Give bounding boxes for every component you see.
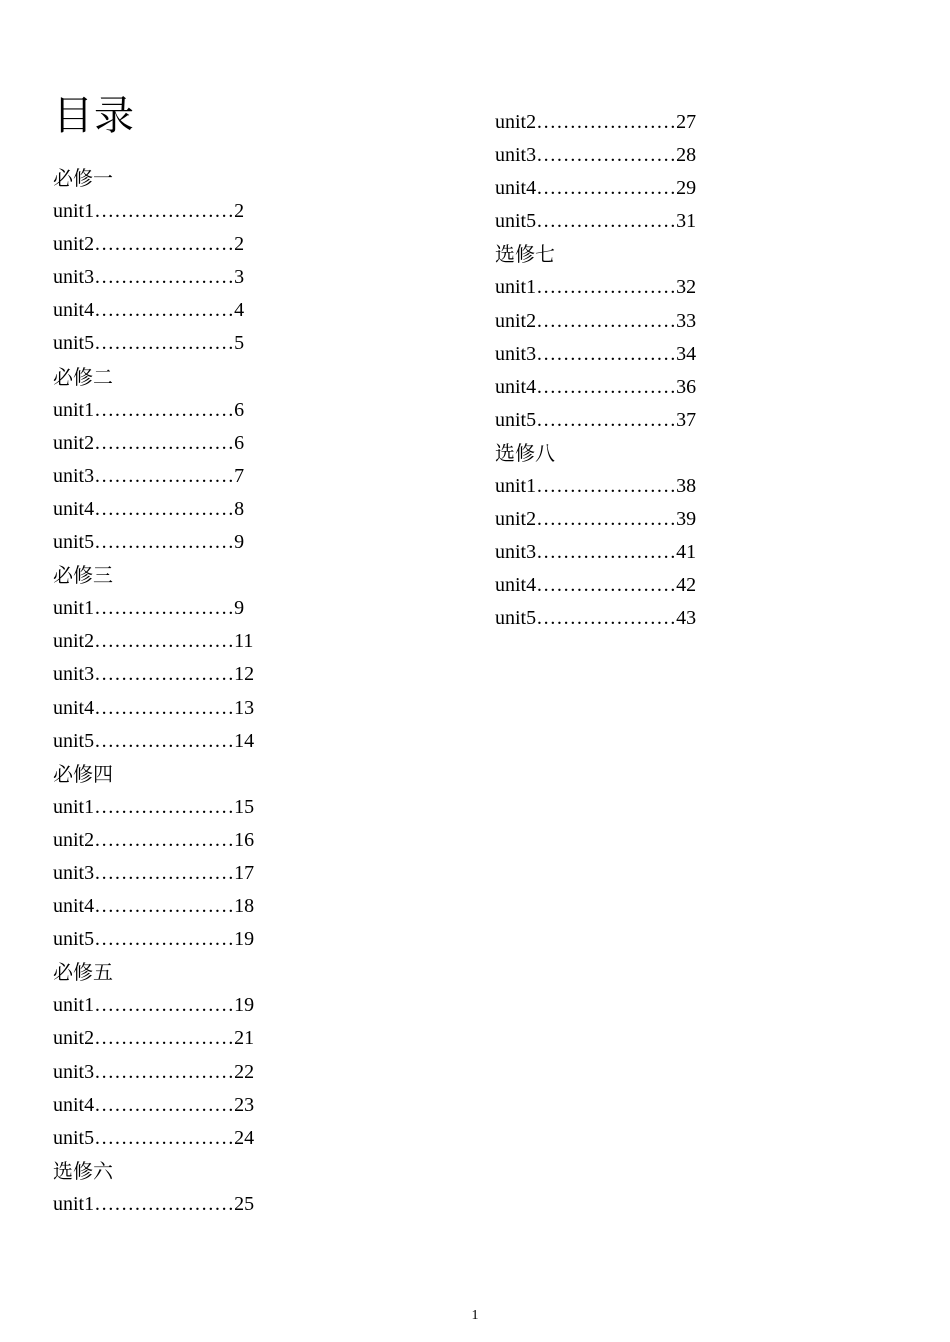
- toc-entry-label: unit4: [495, 375, 537, 398]
- toc-entry-page: 37: [676, 408, 697, 431]
- toc-section-heading: 必修二: [53, 364, 113, 389]
- toc-entry-label: unit3: [53, 266, 95, 289]
- toc-entry[interactable]: [53, 625, 383, 658]
- toc-entry-page: 28: [676, 144, 697, 167]
- toc-entry-label: unit2: [53, 233, 95, 256]
- toc-leader-dots: …………………: [94, 266, 235, 289]
- toc-entry-page: 21: [234, 1027, 255, 1050]
- toc-leader-dots: …………………: [536, 408, 677, 431]
- toc-entry[interactable]: [53, 592, 383, 625]
- toc-entry[interactable]: [53, 989, 383, 1022]
- toc-entry-label: unit2: [53, 1027, 95, 1050]
- toc-entry-page: 43: [676, 607, 697, 630]
- toc-entry-label: unit4: [53, 299, 95, 322]
- toc-leader-dots: …………………: [536, 541, 677, 564]
- toc-entry[interactable]: [495, 205, 825, 238]
- toc-leader-dots: …………………: [94, 398, 235, 421]
- toc-entry-page: 12: [234, 663, 255, 686]
- toc-entry-page: 22: [234, 1060, 255, 1083]
- toc-entry-label: unit4: [495, 177, 537, 200]
- page-title: 目录: [53, 93, 135, 139]
- toc-entry-page: 5: [234, 332, 245, 355]
- toc-column-left: [53, 162, 383, 1221]
- toc-entry-page: 6: [234, 398, 245, 421]
- toc-entry-page: 33: [676, 309, 697, 332]
- toc-entry-page: 27: [676, 111, 697, 133]
- toc-entry-page: 41: [676, 541, 697, 564]
- toc-entry[interactable]: [53, 294, 383, 327]
- toc-entry-page: 14: [234, 729, 255, 752]
- toc-entry[interactable]: [53, 857, 383, 890]
- toc-entry[interactable]: [495, 172, 825, 205]
- toc-leader-dots: …………………: [94, 861, 235, 884]
- toc-leader-dots: …………………: [94, 663, 235, 686]
- toc-entry[interactable]: [495, 404, 825, 437]
- toc-section-heading: 必修三: [53, 563, 113, 588]
- toc-entry[interactable]: [495, 536, 825, 569]
- toc-entry[interactable]: [53, 923, 383, 956]
- toc-entry-label: unit5: [53, 531, 95, 554]
- toc-leader-dots: …………………: [94, 1060, 235, 1083]
- toc-entry-label: unit1: [53, 597, 95, 620]
- toc-section-heading: 选修七: [495, 242, 555, 267]
- toc-leader-dots: …………………: [94, 299, 235, 322]
- toc-entry[interactable]: [53, 261, 383, 294]
- toc-leader-dots: …………………: [94, 464, 235, 487]
- toc-entry-page: 6: [234, 431, 245, 454]
- toc-leader-dots: …………………: [94, 332, 235, 355]
- toc-entry[interactable]: [53, 394, 383, 427]
- toc-entry-page: 17: [234, 861, 255, 884]
- toc-entry-page: 34: [676, 342, 697, 365]
- toc-entry[interactable]: [53, 327, 383, 360]
- toc-entry[interactable]: [495, 569, 825, 602]
- toc-entry-page: 15: [234, 795, 255, 818]
- toc-entry-page: 9: [234, 597, 245, 620]
- toc-leader-dots: …………………: [536, 276, 677, 299]
- toc-entry-label: unit4: [53, 895, 95, 918]
- toc-entry-label: unit2: [53, 630, 95, 653]
- toc-entry-label: unit5: [53, 928, 95, 951]
- toc-entry[interactable]: [495, 271, 825, 304]
- toc-leader-dots: …………………: [94, 828, 235, 851]
- toc-leader-dots: …………………: [94, 1126, 235, 1149]
- toc-leader-dots: …………………: [94, 597, 235, 620]
- toc-entry[interactable]: [53, 824, 383, 857]
- toc-entry-label: unit5: [495, 607, 537, 630]
- toc-section-heading: 选修八: [495, 440, 555, 465]
- toc-entry-page: 13: [234, 696, 255, 719]
- toc-leader-dots: …………………: [94, 1093, 235, 1116]
- toc-leader-dots: …………………: [536, 309, 677, 332]
- toc-entry-page: 16: [234, 828, 255, 851]
- toc-entry[interactable]: [495, 106, 825, 139]
- toc-entry[interactable]: [495, 470, 825, 503]
- toc-entry-label: unit3: [495, 342, 537, 365]
- toc-leader-dots: …………………: [536, 375, 677, 398]
- toc-leader-dots: …………………: [94, 928, 235, 951]
- toc-entry-page: 36: [676, 375, 697, 398]
- toc-entry-label: unit4: [53, 497, 95, 520]
- toc-entry[interactable]: [53, 195, 383, 228]
- toc-entry[interactable]: [53, 1188, 383, 1221]
- toc-column-right: [495, 106, 825, 636]
- toc-leader-dots: …………………: [536, 475, 677, 498]
- toc-entry-label: unit5: [495, 210, 537, 233]
- toc-entry-label: unit1: [495, 475, 537, 498]
- toc-leader-dots: …………………: [94, 729, 235, 752]
- toc-entry-label: unit1: [495, 276, 537, 299]
- toc-entry-label: unit4: [53, 696, 95, 719]
- toc-entry-label: unit2: [53, 828, 95, 851]
- toc-entry-label: unit1: [53, 200, 95, 223]
- toc-entry[interactable]: [495, 305, 825, 338]
- toc-entry[interactable]: [53, 1056, 383, 1089]
- toc-entry-label: unit2: [495, 111, 537, 133]
- toc-entry-page: 32: [676, 276, 697, 299]
- toc-entry-label: unit1: [53, 1192, 95, 1215]
- toc-entry[interactable]: [53, 526, 383, 559]
- toc-entry-label: unit4: [53, 1093, 95, 1116]
- toc-entry[interactable]: [53, 658, 383, 691]
- toc-entry-page: 4: [234, 299, 245, 322]
- toc-entry-label: unit2: [495, 508, 537, 531]
- toc-entry-label: unit2: [495, 309, 537, 332]
- toc-leader-dots: …………………: [536, 144, 677, 167]
- toc-leader-dots: …………………: [94, 895, 235, 918]
- toc-entry-label: unit3: [53, 1060, 95, 1083]
- toc-entry-label: unit3: [495, 144, 537, 167]
- toc-entry[interactable]: [53, 725, 383, 758]
- toc-leader-dots: …………………: [94, 696, 235, 719]
- toc-entry-page: 19: [234, 928, 255, 951]
- toc-entry-page: 2: [234, 233, 245, 256]
- toc-entry-page: 25: [234, 1192, 255, 1215]
- toc-entry-page: 31: [676, 210, 697, 233]
- toc-entry-page: 42: [676, 574, 697, 597]
- toc-leader-dots: …………………: [94, 994, 235, 1017]
- toc-section-heading: 选修六: [53, 1158, 113, 1183]
- toc-entry[interactable]: [53, 427, 383, 460]
- toc-entry[interactable]: [53, 493, 383, 526]
- page-number: 1: [471, 1308, 479, 1323]
- toc-entry-page: 24: [234, 1126, 255, 1149]
- toc-entry-page: 8: [234, 497, 245, 520]
- toc-entry-label: unit1: [53, 795, 95, 818]
- toc-leader-dots: …………………: [536, 607, 677, 630]
- toc-entry[interactable]: [495, 338, 825, 371]
- toc-entry-label: unit3: [53, 464, 95, 487]
- toc-leader-dots: …………………: [94, 497, 235, 520]
- toc-entry-page: 39: [676, 508, 697, 531]
- toc-entry[interactable]: [495, 602, 825, 635]
- toc-entry-label: unit5: [495, 408, 537, 431]
- toc-entry-label: unit4: [495, 574, 537, 597]
- toc-entry-label: unit5: [53, 1126, 95, 1149]
- toc-entry-page: 19: [234, 994, 255, 1017]
- toc-entry-page: 9: [234, 531, 245, 554]
- toc-leader-dots: …………………: [536, 177, 677, 200]
- toc-entry-page: 11: [234, 630, 254, 653]
- toc-entry[interactable]: [53, 890, 383, 923]
- toc-leader-dots: …………………: [536, 342, 677, 365]
- toc-entry[interactable]: [53, 791, 383, 824]
- toc-entry-page: 3: [234, 266, 245, 289]
- toc-entry-label: unit2: [53, 431, 95, 454]
- toc-entry[interactable]: [53, 692, 383, 725]
- toc-entry[interactable]: [53, 1022, 383, 1055]
- toc-entry[interactable]: [53, 460, 383, 493]
- toc-leader-dots: …………………: [536, 111, 677, 133]
- toc-leader-dots: …………………: [94, 630, 235, 653]
- toc-section-heading: 必修一: [53, 166, 113, 190]
- toc-entry[interactable]: [495, 139, 825, 172]
- toc-entry-label: unit3: [53, 861, 95, 884]
- toc-entry-label: unit5: [53, 729, 95, 752]
- toc-leader-dots: …………………: [94, 200, 235, 223]
- toc-leader-dots: …………………: [94, 531, 235, 554]
- toc-leader-dots: …………………: [94, 233, 235, 256]
- toc-entry-label: unit1: [53, 398, 95, 421]
- toc-entry[interactable]: [53, 1089, 383, 1122]
- toc-leader-dots: …………………: [94, 1192, 235, 1215]
- toc-entry-label: unit3: [495, 541, 537, 564]
- toc-entry[interactable]: [495, 503, 825, 536]
- toc-section-heading: 必修五: [53, 960, 113, 985]
- toc-leader-dots: …………………: [536, 508, 677, 531]
- toc-entry-page: 7: [234, 464, 245, 487]
- toc-entry-label: unit5: [53, 332, 95, 355]
- toc-entry-page: 2: [234, 200, 245, 223]
- toc-leader-dots: …………………: [94, 431, 235, 454]
- toc-leader-dots: …………………: [94, 1027, 235, 1050]
- toc-entry-page: 18: [234, 895, 255, 918]
- toc-leader-dots: …………………: [536, 574, 677, 597]
- toc-entry-label: unit1: [53, 994, 95, 1017]
- toc-leader-dots: …………………: [94, 795, 235, 818]
- toc-entry[interactable]: [53, 1122, 383, 1155]
- toc-entry[interactable]: [495, 371, 825, 404]
- toc-entry-page: 23: [234, 1093, 255, 1116]
- toc-leader-dots: …………………: [536, 210, 677, 233]
- toc-entry-label: unit3: [53, 663, 95, 686]
- toc-section-heading: 必修四: [53, 761, 113, 786]
- toc-entry-page: 38: [676, 475, 697, 498]
- toc-entry[interactable]: [53, 228, 383, 261]
- toc-entry-page: 29: [676, 177, 697, 200]
